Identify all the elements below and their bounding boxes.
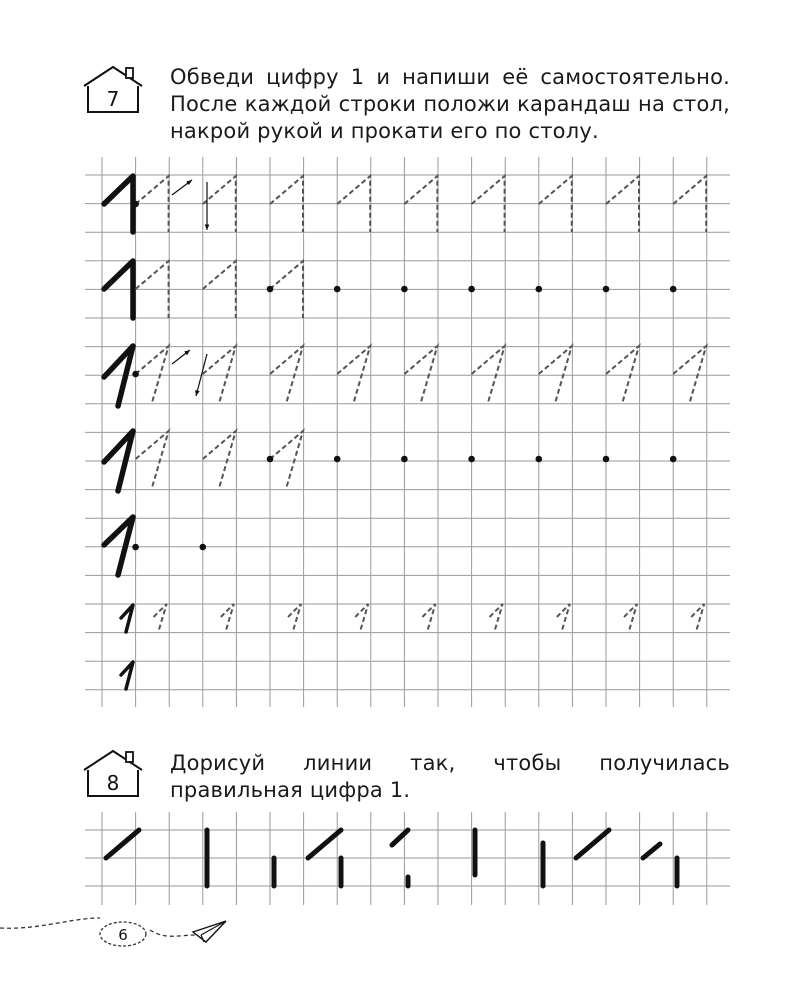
tracing-marks (104, 176, 706, 886)
trace-digit-one-small (355, 604, 368, 631)
partial-line (576, 830, 609, 858)
trace-digit-one-small (691, 604, 704, 631)
trace-digit-one (203, 431, 236, 489)
writing-grid-exercise-8 (85, 812, 730, 905)
trace-digit-one-small (557, 604, 570, 631)
sample-digit-one (104, 517, 133, 575)
sample-digit-one-small (121, 605, 133, 632)
start-dot (603, 456, 610, 463)
partial-line (106, 830, 139, 858)
start-dot (670, 286, 677, 293)
trace-digit-one-small (221, 604, 234, 631)
partial-line (392, 830, 408, 845)
start-dot (267, 456, 274, 463)
exercise-number: 8 (106, 771, 120, 795)
trace-digit-one-small (422, 604, 435, 631)
partial-line (643, 844, 660, 858)
start-dot (536, 286, 543, 293)
partial-line (308, 830, 341, 858)
page-number: 6 (118, 926, 128, 944)
start-dot (334, 456, 341, 463)
start-dot (132, 544, 139, 551)
trace-digit-one-small (490, 604, 503, 631)
start-dot (200, 544, 207, 551)
start-dot (603, 286, 610, 293)
arrowhead (205, 224, 210, 230)
sample-digit-one (104, 346, 133, 406)
start-dot (334, 286, 341, 293)
writing-grid-exercise-7 (85, 157, 730, 707)
exercise-8-instruction: Дорисуй линии так, чтобы получилась правильная цифра 1. (170, 751, 730, 802)
start-dot (401, 456, 408, 463)
start-dot (670, 456, 677, 463)
trace-digit-one (136, 431, 169, 489)
start-dot (401, 286, 408, 293)
start-dot (132, 201, 139, 208)
paper-plane-icon (193, 921, 226, 942)
footer-decoration (0, 918, 226, 946)
trace-digit-one-small (624, 604, 637, 631)
exercise-number: 7 (106, 87, 120, 111)
trace-digit-one-small (154, 604, 167, 631)
trace-digit-one (270, 431, 303, 489)
start-dot (468, 286, 475, 293)
sample-digit-one-small (121, 662, 133, 689)
trace-digit-one-small (288, 604, 301, 631)
start-dot (536, 456, 543, 463)
exercise-7-instruction: Обведи цифру 1 и напиши её самостоятельно. После каждой строки положи карандаш на стол, накрой рукой и прокати его по столу. (170, 65, 730, 143)
start-dot (267, 286, 274, 293)
start-dot (468, 456, 475, 463)
start-dot (132, 371, 139, 378)
